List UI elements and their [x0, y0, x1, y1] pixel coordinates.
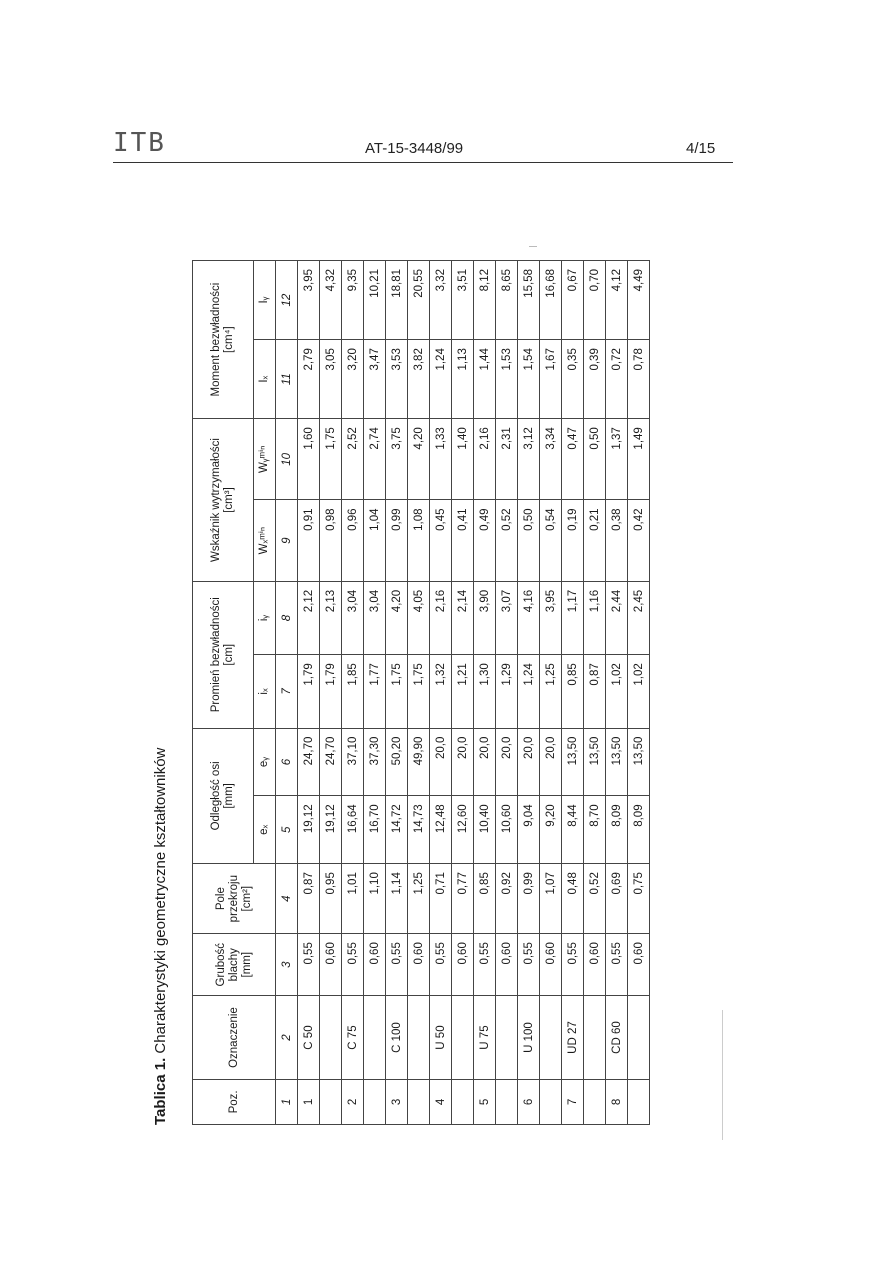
cell-wy: 2,16	[474, 419, 496, 500]
cell-ix: 1,29	[496, 655, 518, 728]
cell-wx: 0,45	[430, 500, 452, 581]
page-number: 4/15	[686, 140, 716, 157]
column-number: 12	[276, 261, 298, 340]
cell-oznaczenie: U 50	[430, 996, 452, 1080]
geometry-table	[192, 260, 650, 1125]
cell-iy: 2,14	[452, 581, 474, 654]
cell-Iy: 8,65	[496, 261, 518, 340]
cell-ey: 13,50	[584, 728, 606, 796]
cell-ix: 0,87	[584, 655, 606, 728]
column-number: 10	[276, 419, 298, 500]
table-row	[452, 261, 474, 1125]
header-odleglosc-label: Odległość osi	[210, 761, 222, 831]
header-Ix: Iₓ	[254, 340, 276, 419]
table-row	[518, 261, 540, 1125]
itb-logo: ITB	[113, 128, 166, 158]
cell-Iy: 3,95	[298, 261, 320, 340]
cell-wy: 2,31	[496, 419, 518, 500]
cell-grubosc: 0,55	[298, 934, 320, 996]
cell-grubosc: 0,60	[452, 934, 474, 996]
cell-Ix: 1,53	[496, 340, 518, 419]
cell-poz: 4	[430, 1079, 452, 1124]
rotated-table-area	[152, 269, 652, 1125]
cell-poz: 3	[386, 1079, 408, 1124]
cell-ey: 20,0	[452, 728, 474, 796]
cell-iy: 3,04	[364, 581, 386, 654]
cell-ex: 16,64	[342, 796, 364, 864]
column-number: 7	[276, 655, 298, 728]
cell-Ix: 0,35	[562, 340, 584, 419]
header-wskaznik	[193, 419, 254, 582]
cell-Ix: 1,24	[430, 340, 452, 419]
cell-ex: 10,60	[496, 796, 518, 864]
table-row	[430, 261, 452, 1125]
cell-grubosc: 0,60	[540, 934, 562, 996]
cell-ex: 8,09	[628, 796, 650, 864]
header-odleglosc-unit: [mm]	[223, 783, 235, 809]
cell-poz	[364, 1079, 386, 1124]
cell-Iy: 9,35	[342, 261, 364, 340]
cell-ix: 1,79	[298, 655, 320, 728]
header-odleglosc	[193, 728, 254, 864]
cell-oznaczenie	[452, 996, 474, 1080]
header-moment-unit: [cm⁴]	[223, 326, 235, 353]
cell-poz: 8	[606, 1079, 628, 1124]
cell-pole: 1,25	[408, 864, 430, 934]
cell-pole: 0,87	[298, 864, 320, 934]
cell-ix: 1,32	[430, 655, 452, 728]
cell-wx: 0,42	[628, 500, 650, 581]
column-number: 1	[276, 1079, 298, 1124]
cell-ey: 20,0	[430, 728, 452, 796]
cell-poz: 6	[518, 1079, 540, 1124]
cell-Iy: 4,49	[628, 261, 650, 340]
cell-ex: 8,09	[606, 796, 628, 864]
header-grubosc	[193, 934, 276, 996]
cell-pole: 0,48	[562, 864, 584, 934]
cell-iy: 4,05	[408, 581, 430, 654]
cell-grubosc: 0,55	[474, 934, 496, 996]
cell-pole: 0,52	[584, 864, 606, 934]
cell-wy: 3,34	[540, 419, 562, 500]
cell-ey: 13,50	[606, 728, 628, 796]
cell-ey: 13,50	[562, 728, 584, 796]
cell-ex: 14,72	[386, 796, 408, 864]
cell-Iy: 3,32	[430, 261, 452, 340]
header-pole	[193, 864, 276, 934]
cell-ey: 49,90	[408, 728, 430, 796]
cell-oznaczenie: U 75	[474, 996, 496, 1080]
table-row	[342, 261, 364, 1125]
cell-ex: 12,60	[452, 796, 474, 864]
cell-wy: 1,33	[430, 419, 452, 500]
cell-oznaczenie: UD 27	[562, 996, 584, 1080]
cell-ix: 1,25	[540, 655, 562, 728]
cell-pole: 1,14	[386, 864, 408, 934]
header-Iy: Iᵧ	[254, 261, 276, 340]
cell-wy: 3,12	[518, 419, 540, 500]
caption-label: Tablica 1.	[152, 1057, 169, 1125]
cell-pole: 1,07	[540, 864, 562, 934]
cell-oznaczenie	[584, 996, 606, 1080]
cell-oznaczenie	[320, 996, 342, 1080]
cell-ey: 24,70	[320, 728, 342, 796]
cell-ey: 20,0	[518, 728, 540, 796]
cell-ey: 20,0	[540, 728, 562, 796]
column-number: 2	[276, 996, 298, 1080]
cell-poz	[320, 1079, 342, 1124]
table-row	[320, 261, 342, 1125]
cell-grubosc: 0,60	[496, 934, 518, 996]
cell-oznaczenie: C 50	[298, 996, 320, 1080]
cell-ix: 1,24	[518, 655, 540, 728]
cell-grubosc: 0,60	[628, 934, 650, 996]
cell-Iy: 0,67	[562, 261, 584, 340]
cell-iy: 2,45	[628, 581, 650, 654]
header-wskaznik-label: Wskaźnik wytrzymałości	[210, 438, 222, 562]
cell-Ix: 1,67	[540, 340, 562, 419]
cell-poz: 2	[342, 1079, 364, 1124]
cell-ey: 50,20	[386, 728, 408, 796]
cell-grubosc: 0,55	[562, 934, 584, 996]
header-ex: eₓ	[254, 796, 276, 864]
cell-ex: 19,12	[298, 796, 320, 864]
cell-wx: 1,08	[408, 500, 430, 581]
cell-poz	[496, 1079, 518, 1124]
cell-pole: 1,01	[342, 864, 364, 934]
cell-Ix: 3,53	[386, 340, 408, 419]
cell-grubosc: 0,60	[408, 934, 430, 996]
cell-grubosc: 0,60	[320, 934, 342, 996]
cell-ex: 10,40	[474, 796, 496, 864]
cell-Ix: 1,44	[474, 340, 496, 419]
cell-pole: 0,85	[474, 864, 496, 934]
header-pole-unit: [cm²]	[240, 885, 253, 912]
cell-ex: 8,70	[584, 796, 606, 864]
header-wy: Wᵧᵐⁱⁿ	[254, 419, 276, 500]
column-number: 11	[276, 340, 298, 419]
cell-pole: 0,99	[518, 864, 540, 934]
cell-Ix: 2,79	[298, 340, 320, 419]
cell-ix: 1,30	[474, 655, 496, 728]
cell-ey: 37,10	[342, 728, 364, 796]
column-number: 6	[276, 728, 298, 796]
cell-poz	[452, 1079, 474, 1124]
cell-iy: 3,07	[496, 581, 518, 654]
header-wx: Wₓᵐⁱⁿ	[254, 500, 276, 581]
cell-wy: 2,74	[364, 419, 386, 500]
cell-iy: 3,95	[540, 581, 562, 654]
cell-poz	[408, 1079, 430, 1124]
cell-ex: 14,73	[408, 796, 430, 864]
cell-ix: 1,02	[606, 655, 628, 728]
column-number: 5	[276, 796, 298, 864]
cell-oznaczenie: CD 60	[606, 996, 628, 1080]
header-poz: Poz.	[193, 1079, 276, 1124]
cell-oznaczenie	[628, 996, 650, 1080]
cell-wx: 0,96	[342, 500, 364, 581]
cell-ey: 24,70	[298, 728, 320, 796]
cell-grubosc: 0,60	[364, 934, 386, 996]
header-grubosc-unit: [mm]	[240, 951, 253, 978]
table-row	[584, 261, 606, 1125]
cell-iy: 4,20	[386, 581, 408, 654]
cell-wy: 1,75	[320, 419, 342, 500]
table-caption	[152, 748, 169, 1125]
header-ey: eᵧ	[254, 728, 276, 796]
cell-pole: 0,71	[430, 864, 452, 934]
cell-Ix: 3,82	[408, 340, 430, 419]
cell-wy: 1,60	[298, 419, 320, 500]
cell-wx: 0,49	[474, 500, 496, 581]
table-row	[606, 261, 628, 1125]
cell-ey: 13,50	[628, 728, 650, 796]
table-row	[562, 261, 584, 1125]
cell-grubosc: 0,55	[606, 934, 628, 996]
cell-grubosc: 0,55	[430, 934, 452, 996]
cell-ix: 1,21	[452, 655, 474, 728]
cell-wx: 0,38	[606, 500, 628, 581]
table-row	[298, 261, 320, 1125]
cell-Ix: 0,78	[628, 340, 650, 419]
cell-pole: 1,10	[364, 864, 386, 934]
cell-wy: 2,52	[342, 419, 364, 500]
cell-wy: 0,47	[562, 419, 584, 500]
cell-oznaczenie	[496, 996, 518, 1080]
cell-ix: 0,85	[562, 655, 584, 728]
cell-ex: 12,48	[430, 796, 452, 864]
cell-Ix: 3,05	[320, 340, 342, 419]
cell-iy: 2,12	[298, 581, 320, 654]
column-number: 4	[276, 864, 298, 934]
cell-Ix: 1,54	[518, 340, 540, 419]
cell-grubosc: 0,55	[386, 934, 408, 996]
cell-iy: 3,04	[342, 581, 364, 654]
header-moment	[193, 261, 254, 419]
table-row	[540, 261, 562, 1125]
header-moment-label: Moment bezwładności	[210, 282, 222, 397]
cell-ex: 8,44	[562, 796, 584, 864]
cell-oznaczenie	[540, 996, 562, 1080]
cell-ey: 20,0	[496, 728, 518, 796]
cell-pole: 0,95	[320, 864, 342, 934]
cell-Iy: 4,32	[320, 261, 342, 340]
cell-Iy: 18,81	[386, 261, 408, 340]
header-wskaznik-unit: [cm³]	[223, 487, 235, 513]
cell-iy: 1,17	[562, 581, 584, 654]
cell-Iy: 3,51	[452, 261, 474, 340]
header-pole-label: Pole przekroju	[214, 875, 240, 923]
cell-wx: 0,54	[540, 500, 562, 581]
cell-oznaczenie: C 100	[386, 996, 408, 1080]
cell-ix: 1,79	[320, 655, 342, 728]
cell-wx: 1,04	[364, 500, 386, 581]
cell-wy: 3,75	[386, 419, 408, 500]
table-row	[364, 261, 386, 1125]
cell-wy: 4,20	[408, 419, 430, 500]
cell-grubosc: 0,55	[518, 934, 540, 996]
header-promien	[193, 581, 254, 728]
cell-poz: 5	[474, 1079, 496, 1124]
cell-Iy: 0,70	[584, 261, 606, 340]
cell-wx: 0,52	[496, 500, 518, 581]
header-promien-label: Promień bezwładności	[210, 597, 222, 713]
cell-ex: 9,04	[518, 796, 540, 864]
table-row	[386, 261, 408, 1125]
table-row	[496, 261, 518, 1125]
cell-iy: 2,44	[606, 581, 628, 654]
column-number: 9	[276, 500, 298, 581]
cell-oznaczenie	[408, 996, 430, 1080]
cell-wx: 0,19	[562, 500, 584, 581]
cell-Ix: 0,72	[606, 340, 628, 419]
scan-speck	[529, 246, 537, 247]
cell-ix: 1,85	[342, 655, 364, 728]
table-body	[298, 261, 650, 1125]
cell-Ix: 3,20	[342, 340, 364, 419]
cell-poz: 7	[562, 1079, 584, 1124]
cell-poz: 1	[298, 1079, 320, 1124]
cell-iy: 2,13	[320, 581, 342, 654]
cell-wx: 0,98	[320, 500, 342, 581]
table-row	[408, 261, 430, 1125]
cell-poz	[540, 1079, 562, 1124]
cell-oznaczenie: C 75	[342, 996, 364, 1080]
column-number: 8	[276, 581, 298, 654]
cell-ix: 1,77	[364, 655, 386, 728]
cell-ey: 20,0	[474, 728, 496, 796]
cell-wy: 1,37	[606, 419, 628, 500]
header-iy: iᵧ	[254, 581, 276, 654]
caption-text: Charakterystyki geometryczne kształtowników	[152, 747, 169, 1054]
cell-wx: 0,50	[518, 500, 540, 581]
header-oznaczenie: Oznaczenie	[193, 996, 276, 1080]
cell-Ix: 1,13	[452, 340, 474, 419]
cell-ex: 9,20	[540, 796, 562, 864]
cell-ix: 1,75	[386, 655, 408, 728]
cell-wx: 0,41	[452, 500, 474, 581]
cell-wx: 0,21	[584, 500, 606, 581]
cell-oznaczenie: U 100	[518, 996, 540, 1080]
cell-ix: 1,02	[628, 655, 650, 728]
cell-wy: 0,50	[584, 419, 606, 500]
cell-poz	[584, 1079, 606, 1124]
cell-oznaczenie	[364, 996, 386, 1080]
cell-Iy: 10,21	[364, 261, 386, 340]
column-number-row	[276, 261, 298, 1125]
cell-Ix: 0,39	[584, 340, 606, 419]
header-ix: iₓ	[254, 655, 276, 728]
cell-ex: 19,12	[320, 796, 342, 864]
cell-grubosc: 0,60	[584, 934, 606, 996]
cell-Iy: 16,68	[540, 261, 562, 340]
cell-iy: 4,16	[518, 581, 540, 654]
cell-grubosc: 0,55	[342, 934, 364, 996]
cell-Iy: 4,12	[606, 261, 628, 340]
table-row	[628, 261, 650, 1125]
cell-ex: 16,70	[364, 796, 386, 864]
cell-ey: 37,30	[364, 728, 386, 796]
cell-wx: 0,91	[298, 500, 320, 581]
column-number: 3	[276, 934, 298, 996]
header-promien-unit: [cm]	[223, 643, 235, 666]
cell-Iy: 8,12	[474, 261, 496, 340]
cell-Ix: 3,47	[364, 340, 386, 419]
header-grubosc-label: Grubość blachy	[214, 942, 240, 987]
table-row	[474, 261, 496, 1125]
cell-wy: 1,40	[452, 419, 474, 500]
cell-pole: 0,69	[606, 864, 628, 934]
cell-poz	[628, 1079, 650, 1124]
cell-pole: 0,77	[452, 864, 474, 934]
cell-iy: 3,90	[474, 581, 496, 654]
cell-iy: 2,16	[430, 581, 452, 654]
cell-pole: 0,92	[496, 864, 518, 934]
cell-Iy: 20,55	[408, 261, 430, 340]
cell-wy: 1,49	[628, 419, 650, 500]
scan-line	[722, 1010, 723, 1140]
cell-iy: 1,16	[584, 581, 606, 654]
cell-wx: 0,99	[386, 500, 408, 581]
header-rule	[113, 162, 733, 163]
cell-pole: 0,75	[628, 864, 650, 934]
document-number: AT-15-3448/99	[365, 140, 464, 157]
cell-ix: 1,75	[408, 655, 430, 728]
cell-Iy: 15,58	[518, 261, 540, 340]
